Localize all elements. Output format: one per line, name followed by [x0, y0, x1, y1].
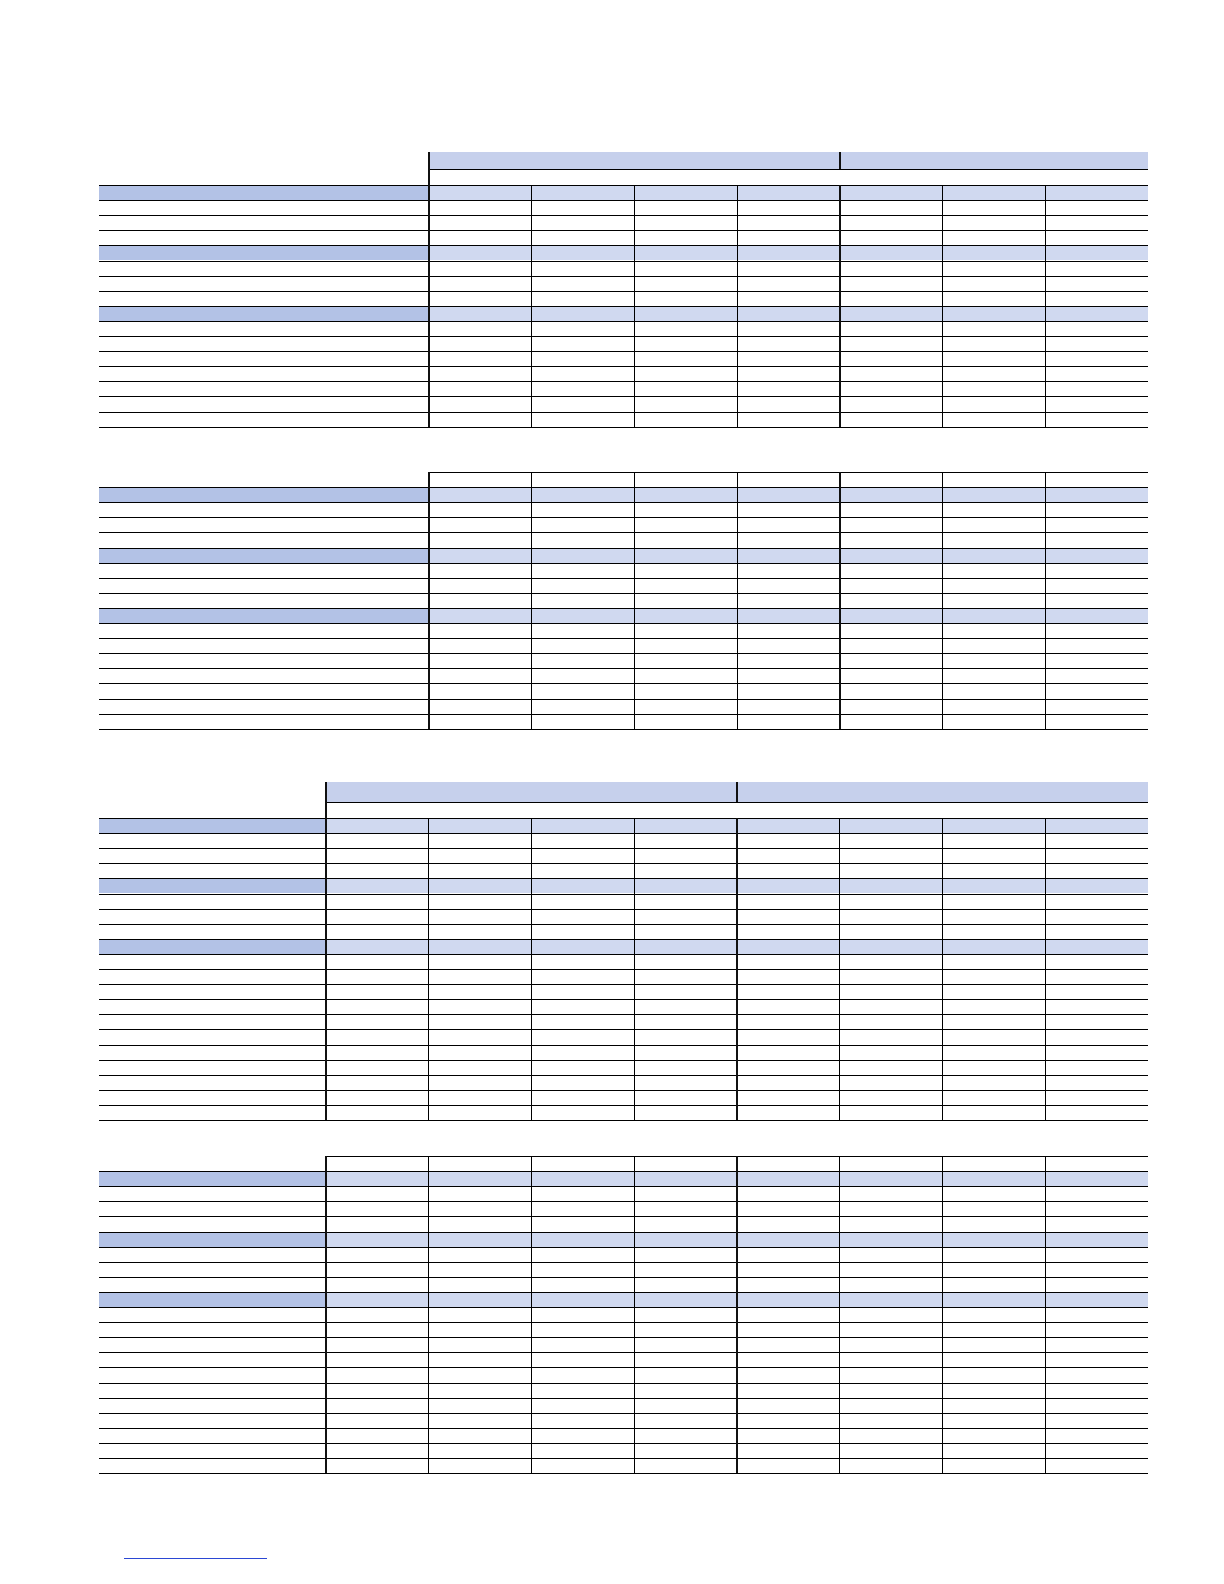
row-rule — [99, 1322, 1148, 1323]
row-rule — [99, 984, 1148, 985]
row-rule — [99, 848, 1148, 849]
row-rule — [99, 366, 1148, 367]
row-rule — [99, 427, 1148, 428]
section-label-band — [99, 940, 325, 954]
section-label-band — [99, 1172, 325, 1186]
row-rule — [99, 1014, 1148, 1015]
column-rule — [736, 818, 738, 1120]
row-rule — [99, 863, 1148, 864]
row-rule — [99, 563, 1148, 564]
row-rule — [99, 729, 1148, 730]
section-data-band — [841, 307, 1148, 321]
column-rule — [531, 472, 532, 729]
section-label-band — [99, 1293, 325, 1307]
section-data-band — [738, 1293, 1148, 1307]
section-data-band — [841, 246, 1148, 260]
row-rule — [99, 1307, 1148, 1308]
row-rule — [99, 1352, 1148, 1353]
column-rule — [634, 1156, 635, 1473]
column-rule — [736, 1156, 738, 1473]
row-rule — [99, 276, 1148, 277]
column-rule — [942, 472, 943, 729]
column-rule — [428, 472, 430, 729]
row-rule — [99, 1277, 1148, 1278]
section-label-band — [99, 879, 325, 893]
column-rule — [839, 472, 841, 729]
column-rule — [839, 818, 840, 1120]
row-rule — [99, 1367, 1148, 1368]
section-data-band — [841, 488, 1148, 502]
column-rule — [531, 185, 532, 427]
section-data-band — [841, 609, 1148, 623]
row-rule — [99, 1262, 1148, 1263]
column-rule — [531, 1156, 532, 1473]
column-rule — [325, 782, 327, 818]
row-rule — [99, 351, 1148, 352]
section-label-band — [99, 307, 428, 321]
column-rule — [1045, 818, 1046, 1120]
row-rule — [99, 1247, 1148, 1248]
row-rule — [99, 396, 1148, 397]
column-rule — [1045, 185, 1046, 427]
row-rule — [99, 230, 1148, 231]
footer-link-rule — [124, 1558, 267, 1559]
section-label-band — [99, 488, 428, 502]
row-rule — [428, 169, 1148, 170]
group-header-band — [738, 782, 1148, 802]
section-data-band — [738, 940, 1148, 954]
column-rule — [839, 185, 841, 427]
column-rule — [1045, 472, 1046, 729]
row-rule — [99, 1216, 1148, 1217]
row-rule — [99, 1458, 1148, 1459]
row-rule — [99, 1090, 1148, 1091]
row-rule — [99, 321, 1148, 322]
row-rule — [99, 954, 1148, 955]
row-rule — [99, 200, 1148, 201]
row-rule — [99, 412, 1148, 413]
row-rule — [99, 381, 1148, 382]
row-rule — [99, 261, 1148, 262]
row-rule — [325, 802, 1148, 803]
section-data-band — [841, 549, 1148, 563]
row-rule — [99, 291, 1148, 292]
group-header-band — [428, 152, 839, 169]
column-rule — [428, 152, 430, 185]
group-header-band — [325, 782, 736, 802]
row-rule — [99, 1428, 1148, 1429]
column-rule — [839, 152, 841, 169]
row-rule — [99, 1473, 1148, 1474]
row-rule — [99, 668, 1148, 669]
row-rule — [99, 833, 1148, 834]
row-rule — [99, 336, 1148, 337]
section-label-band — [99, 186, 428, 200]
section-label-band — [99, 549, 428, 563]
column-rule — [325, 818, 327, 1120]
row-rule — [99, 1075, 1148, 1076]
row-rule — [99, 714, 1148, 715]
section-label-band — [99, 1233, 325, 1247]
row-rule — [99, 1337, 1148, 1338]
row-rule — [428, 472, 1148, 473]
row-rule — [99, 1383, 1148, 1384]
column-rule — [634, 185, 635, 427]
section-data-band — [738, 1172, 1148, 1186]
row-rule — [99, 532, 1148, 533]
row-rule — [99, 215, 1148, 216]
column-rule — [942, 185, 943, 427]
section-data-band — [738, 1233, 1148, 1247]
section-data-band — [841, 186, 1148, 200]
section-data-band — [738, 879, 1148, 893]
column-rule — [737, 472, 738, 729]
row-rule — [99, 999, 1148, 1000]
column-rule — [531, 818, 532, 1120]
row-rule — [99, 1398, 1148, 1399]
row-rule — [99, 1201, 1148, 1202]
row-rule — [99, 909, 1148, 910]
row-rule — [99, 502, 1148, 503]
row-rule — [99, 1105, 1148, 1106]
column-rule — [942, 1156, 943, 1473]
section-label-band — [99, 609, 428, 623]
row-rule — [99, 593, 1148, 594]
section-label-band — [99, 246, 428, 260]
row-rule — [99, 1045, 1148, 1046]
row-rule — [99, 699, 1148, 700]
row-rule — [99, 1443, 1148, 1444]
row-rule — [99, 578, 1148, 579]
section-data-band — [738, 819, 1148, 833]
column-rule — [634, 818, 635, 1120]
group-header-band — [841, 152, 1148, 169]
row-rule — [99, 683, 1148, 684]
row-rule — [99, 653, 1148, 654]
column-rule — [1045, 1156, 1046, 1473]
row-rule — [99, 1186, 1148, 1187]
column-rule — [428, 818, 429, 1120]
column-rule — [428, 185, 430, 427]
column-rule — [634, 472, 635, 729]
row-rule — [99, 517, 1148, 518]
column-rule — [736, 782, 738, 802]
row-rule — [99, 969, 1148, 970]
row-rule — [99, 623, 1148, 624]
row-rule — [99, 1120, 1148, 1121]
column-rule — [839, 1156, 840, 1473]
column-rule — [325, 1156, 327, 1473]
row-rule — [99, 1413, 1148, 1414]
section-label-band — [99, 819, 325, 833]
column-rule — [942, 818, 943, 1120]
row-rule — [99, 638, 1148, 639]
row-rule — [99, 1060, 1148, 1061]
row-rule — [99, 1029, 1148, 1030]
row-rule — [99, 924, 1148, 925]
row-rule — [99, 894, 1148, 895]
column-rule — [737, 185, 738, 427]
column-rule — [428, 1156, 429, 1473]
